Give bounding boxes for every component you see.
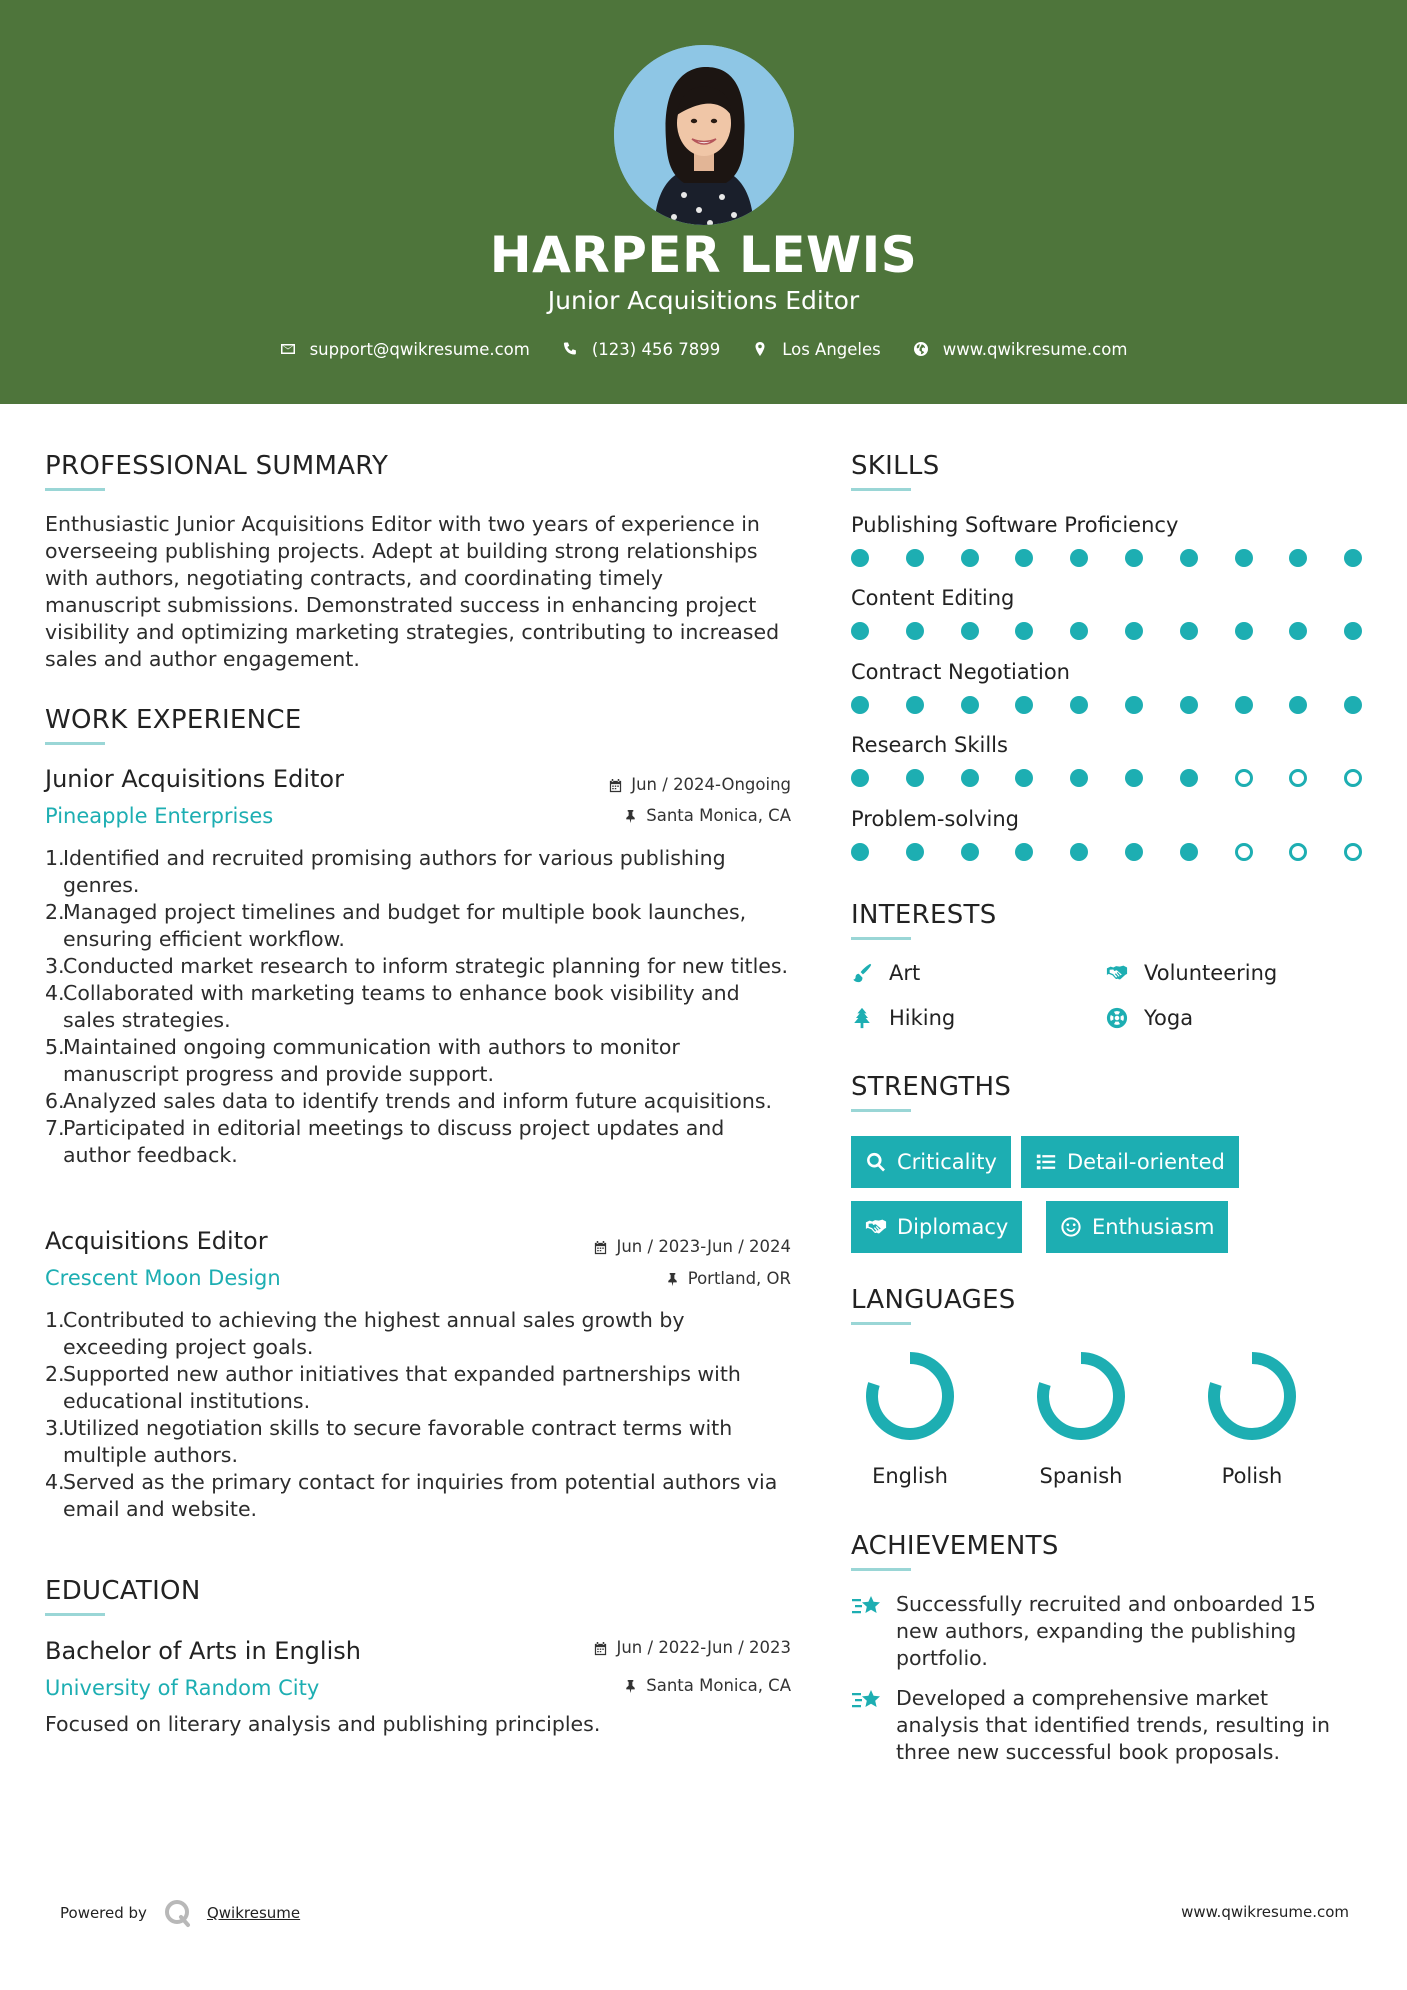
skill-dot-empty xyxy=(1344,843,1362,861)
list-item xyxy=(45,953,790,980)
skill-dot-filled xyxy=(1180,622,1198,640)
strength-badge xyxy=(1046,1201,1228,1253)
skill-dot-filled xyxy=(1289,696,1307,714)
list-item xyxy=(45,1307,790,1361)
skill-dot-filled xyxy=(851,622,869,640)
pushpin-icon xyxy=(665,1272,680,1287)
list-number: 4. xyxy=(45,981,65,1005)
experience-rule xyxy=(45,742,105,745)
education-location xyxy=(623,1675,791,1697)
shooting-star-icon xyxy=(851,1593,883,1623)
skill-dot-filled xyxy=(906,769,924,787)
education-dates-text: Jun / 2022-Jun / 2023 xyxy=(616,1638,791,1657)
experience-heading: WORK EXPERIENCE xyxy=(45,705,302,735)
contact-location-text: Los Angeles xyxy=(782,339,881,359)
skill-dot-empty xyxy=(1235,843,1253,861)
education-rule xyxy=(45,1613,105,1616)
skill-dot-filled xyxy=(1235,622,1253,640)
job-dates-text: Jun / 2024-Ongoing xyxy=(631,775,791,794)
interests-rule xyxy=(851,937,911,940)
list-number: 3. xyxy=(45,1416,65,1440)
skill-dot-filled xyxy=(1070,843,1088,861)
language-name: Spanish xyxy=(1039,1464,1123,1488)
achievement-item xyxy=(851,1591,1351,1672)
qwikresume-logo-icon xyxy=(163,1898,193,1928)
language-item xyxy=(825,1350,995,1490)
job-location xyxy=(623,805,791,827)
language-level-ring xyxy=(1206,1350,1298,1442)
skill-dot-empty xyxy=(1289,843,1307,861)
strength-label: Diplomacy xyxy=(897,1215,1009,1239)
achievement-text: Developed a comprehensive market analysis that identified trends, resulting in three new successful book proposals. xyxy=(896,1686,1331,1764)
degree-title: Bachelor of Arts in English xyxy=(45,1637,361,1665)
skills-heading: SKILLS xyxy=(851,451,940,481)
strength-badge xyxy=(851,1136,1011,1188)
list-item xyxy=(45,1115,790,1169)
list-item-text: Collaborated with marketing teams to enhance book visibility and sales strategies. xyxy=(63,981,740,1032)
contact-email-text: support@qwikresume.com xyxy=(309,339,530,359)
job-dates xyxy=(608,774,791,796)
contact-phone[interactable] xyxy=(562,340,720,359)
interest-item xyxy=(1106,1004,1193,1032)
skill-dot-filled xyxy=(1289,622,1307,640)
education-location-text: Santa Monica, CA xyxy=(646,1676,791,1695)
list-item-text: Analyzed sales data to identify trends and inform future acquisitions. xyxy=(63,1089,773,1113)
list-number: 5. xyxy=(45,1035,65,1059)
skill-dot-filled xyxy=(906,696,924,714)
job-location xyxy=(665,1268,791,1290)
list-item-text: Identified and recruited promising authors for various publishing genres. xyxy=(63,846,726,897)
skill-dot-empty xyxy=(1235,769,1253,787)
smile-icon xyxy=(1060,1216,1082,1238)
skill-rating xyxy=(851,696,1371,716)
skill-dot-filled xyxy=(1344,696,1362,714)
strength-label: Detail-oriented xyxy=(1067,1150,1225,1174)
list-item xyxy=(45,1361,790,1415)
job-title: Junior Acquisitions Editor xyxy=(45,765,344,793)
company-name: Pineapple Enterprises xyxy=(45,804,274,828)
handshake-icon xyxy=(1106,962,1128,984)
calendar-icon xyxy=(593,1240,608,1255)
achievements-rule xyxy=(851,1568,911,1571)
skill-rating xyxy=(851,549,1371,569)
skill-dot-filled xyxy=(906,843,924,861)
list-number: 1. xyxy=(45,1308,65,1332)
skill-dot-filled xyxy=(1125,769,1143,787)
candidate-name: HARPER LEWIS xyxy=(489,226,918,284)
interest-item xyxy=(851,959,920,987)
search-icon xyxy=(865,1151,887,1173)
interest-label: Hiking xyxy=(889,1006,956,1030)
list-item-text: Supported new author initiatives that expanded partnerships with educational institutions. xyxy=(63,1362,741,1413)
list-item-text: Conducted market research to inform strategic planning for new titles. xyxy=(63,954,789,978)
languages-heading: LANGUAGES xyxy=(851,1285,1016,1315)
list-item-text: Maintained ongoing communication with authors to monitor manuscript progress and provide support. xyxy=(63,1035,680,1086)
skill-dot-filled xyxy=(1344,622,1362,640)
language-level-ring xyxy=(864,1350,956,1442)
skill-dot-filled xyxy=(1015,696,1033,714)
skills-rule xyxy=(851,488,911,491)
skill-dot-filled xyxy=(1015,622,1033,640)
education-heading: EDUCATION xyxy=(45,1576,201,1606)
achievements-heading: ACHIEVEMENTS xyxy=(851,1531,1059,1561)
education-description: Focused on literary analysis and publishing principles. xyxy=(45,1712,601,1736)
skill-name: Publishing Software Proficiency xyxy=(851,513,1179,537)
skill-name: Research Skills xyxy=(851,733,1008,757)
paintbrush-icon xyxy=(851,962,873,984)
candidate-role: Junior Acquisitions Editor xyxy=(547,286,860,315)
skill-dot-filled xyxy=(961,696,979,714)
skill-dot-filled xyxy=(1125,549,1143,567)
contact-bar xyxy=(0,334,1407,364)
list-number: 1. xyxy=(45,846,65,870)
language-item xyxy=(996,1350,1166,1490)
skill-dot-filled xyxy=(906,622,924,640)
list-item-text: Managed project timelines and budget for multiple book launches, ensuring efficient workflow. xyxy=(63,900,747,951)
list-item-text: Participated in editorial meetings to discuss project updates and author feedback. xyxy=(63,1116,725,1167)
list-number: 3. xyxy=(45,954,65,978)
skill-dot-filled xyxy=(1289,549,1307,567)
interests-heading: INTERESTS xyxy=(851,900,997,930)
strengths-rule xyxy=(851,1109,911,1112)
language-item xyxy=(1167,1350,1337,1490)
phone-icon xyxy=(562,341,578,357)
skill-dot-filled xyxy=(1070,549,1088,567)
list-item xyxy=(45,1034,790,1088)
skill-dot-filled xyxy=(1125,622,1143,640)
list-number: 2. xyxy=(45,900,65,924)
envelope-icon xyxy=(280,341,296,357)
interest-label: Volunteering xyxy=(1144,961,1278,985)
powered-by-text: Powered by xyxy=(60,1904,147,1922)
list-item-text: Served as the primary contact for inquiries from potential authors via email and website. xyxy=(63,1470,778,1521)
skill-name: Problem-solving xyxy=(851,807,1019,831)
list-item xyxy=(45,980,790,1034)
summary-rule xyxy=(45,488,105,491)
achievement-item xyxy=(851,1685,1351,1766)
language-name: Polish xyxy=(1221,1464,1283,1488)
strength-label: Enthusiasm xyxy=(1092,1215,1215,1239)
job-location-text: Santa Monica, CA xyxy=(646,806,791,825)
calendar-icon xyxy=(593,1641,608,1656)
footer-powered-by xyxy=(60,1898,300,1928)
handshake-icon xyxy=(865,1216,887,1238)
school-name: University of Random City xyxy=(45,1676,320,1700)
achievement-text: Successfully recruited and onboarded 15 new authors, expanding the publishing portfolio. xyxy=(896,1592,1316,1670)
summary-text: Enthusiastic Junior Acquisitions Editor with two years of experience in overseeing publishing projects. Adept at building strong relationships with authors, negotiating contracts, and coordinating timely manuscript submissions. Demonstrated success in enhancing project visibility and optimizing marketing strategies, contributing to increased sales and author engagement. xyxy=(45,512,780,671)
strength-badge xyxy=(851,1201,1022,1253)
job-dates xyxy=(593,1236,791,1258)
skill-dot-filled xyxy=(1015,549,1033,567)
skill-dot-filled xyxy=(1180,843,1198,861)
skill-dot-filled xyxy=(906,549,924,567)
skill-rating xyxy=(851,769,1371,789)
skill-dot-filled xyxy=(851,696,869,714)
list-number: 6. xyxy=(45,1089,65,1113)
skill-dot-filled xyxy=(1070,769,1088,787)
pushpin-icon xyxy=(623,1679,638,1694)
strength-badge xyxy=(1021,1136,1239,1188)
job-duties-list xyxy=(45,1307,790,1523)
list-number: 4. xyxy=(45,1470,65,1494)
summary-heading: PROFESSIONAL SUMMARY xyxy=(45,451,389,481)
pushpin-icon xyxy=(623,809,638,824)
list-number: 2. xyxy=(45,1362,65,1386)
skill-dot-filled xyxy=(1070,622,1088,640)
resume-header xyxy=(0,0,1407,404)
interest-label: Art xyxy=(889,961,921,985)
globe-icon xyxy=(913,341,929,357)
skill-dot-filled xyxy=(1015,769,1033,787)
skill-rating xyxy=(851,622,1371,642)
skill-dot-filled xyxy=(851,769,869,787)
education-dates xyxy=(593,1637,791,1659)
contact-location xyxy=(752,340,881,359)
skill-dot-filled xyxy=(1180,549,1198,567)
skill-dot-filled xyxy=(851,843,869,861)
strength-label: Criticality xyxy=(897,1150,997,1174)
skill-dot-filled xyxy=(1125,843,1143,861)
skill-dot-filled xyxy=(851,549,869,567)
calendar-icon xyxy=(608,778,623,793)
tree-icon xyxy=(851,1007,873,1029)
brand-link[interactable]: Qwikresume xyxy=(206,1904,301,1922)
list-item xyxy=(45,1415,790,1469)
shooting-star-icon xyxy=(851,1687,883,1717)
contact-phone-text: (123) 456 7899 xyxy=(591,339,721,359)
language-level-ring xyxy=(1035,1350,1127,1442)
job-dates-text: Jun / 2023-Jun / 2024 xyxy=(616,1237,791,1256)
list-item xyxy=(45,845,790,899)
map-marker-icon xyxy=(752,341,768,357)
skill-dot-filled xyxy=(1180,769,1198,787)
skill-dot-filled xyxy=(1125,696,1143,714)
job-location-text: Portland, OR xyxy=(687,1269,791,1288)
skill-name: Content Editing xyxy=(851,586,1015,610)
skill-dot-filled xyxy=(1180,696,1198,714)
strengths-heading: STRENGTHS xyxy=(851,1072,1012,1102)
languages-rule xyxy=(851,1322,911,1325)
list-item-text: Utilized negotiation skills to secure favorable contract terms with multiple authors. xyxy=(63,1416,733,1467)
lifebuoy-icon xyxy=(1106,1007,1128,1029)
skill-dot-filled xyxy=(961,769,979,787)
list-icon xyxy=(1035,1151,1057,1173)
job-duties-list xyxy=(45,845,790,1169)
contact-website-text: www.qwikresume.com xyxy=(942,339,1128,359)
skill-dot-filled xyxy=(961,549,979,567)
skill-rating xyxy=(851,843,1371,863)
list-item xyxy=(45,1088,790,1115)
list-number: 7. xyxy=(45,1116,65,1140)
skill-dot-filled xyxy=(961,843,979,861)
skill-dot-filled xyxy=(1235,549,1253,567)
interest-label: Yoga xyxy=(1144,1006,1194,1030)
job-title: Acquisitions Editor xyxy=(45,1227,268,1255)
list-item xyxy=(45,899,790,953)
list-item xyxy=(45,1469,790,1523)
footer-url[interactable]: www.qwikresume.com xyxy=(1181,1903,1349,1921)
skill-dot-filled xyxy=(1344,549,1362,567)
skill-dot-filled xyxy=(1015,843,1033,861)
skill-dot-filled xyxy=(1235,696,1253,714)
interest-item xyxy=(1106,959,1277,987)
skill-name: Contract Negotiation xyxy=(851,660,1070,684)
company-name: Crescent Moon Design xyxy=(45,1266,281,1290)
profile-photo xyxy=(614,45,794,225)
skill-dot-filled xyxy=(961,622,979,640)
skill-dot-empty xyxy=(1344,769,1362,787)
skill-dot-filled xyxy=(1070,696,1088,714)
contact-email[interactable] xyxy=(280,340,530,359)
contact-website[interactable] xyxy=(913,340,1128,359)
list-item-text: Contributed to achieving the highest annual sales growth by exceeding project goals. xyxy=(63,1308,685,1359)
interest-item xyxy=(851,1004,955,1032)
skill-dot-empty xyxy=(1289,769,1307,787)
language-name: English xyxy=(872,1464,948,1488)
